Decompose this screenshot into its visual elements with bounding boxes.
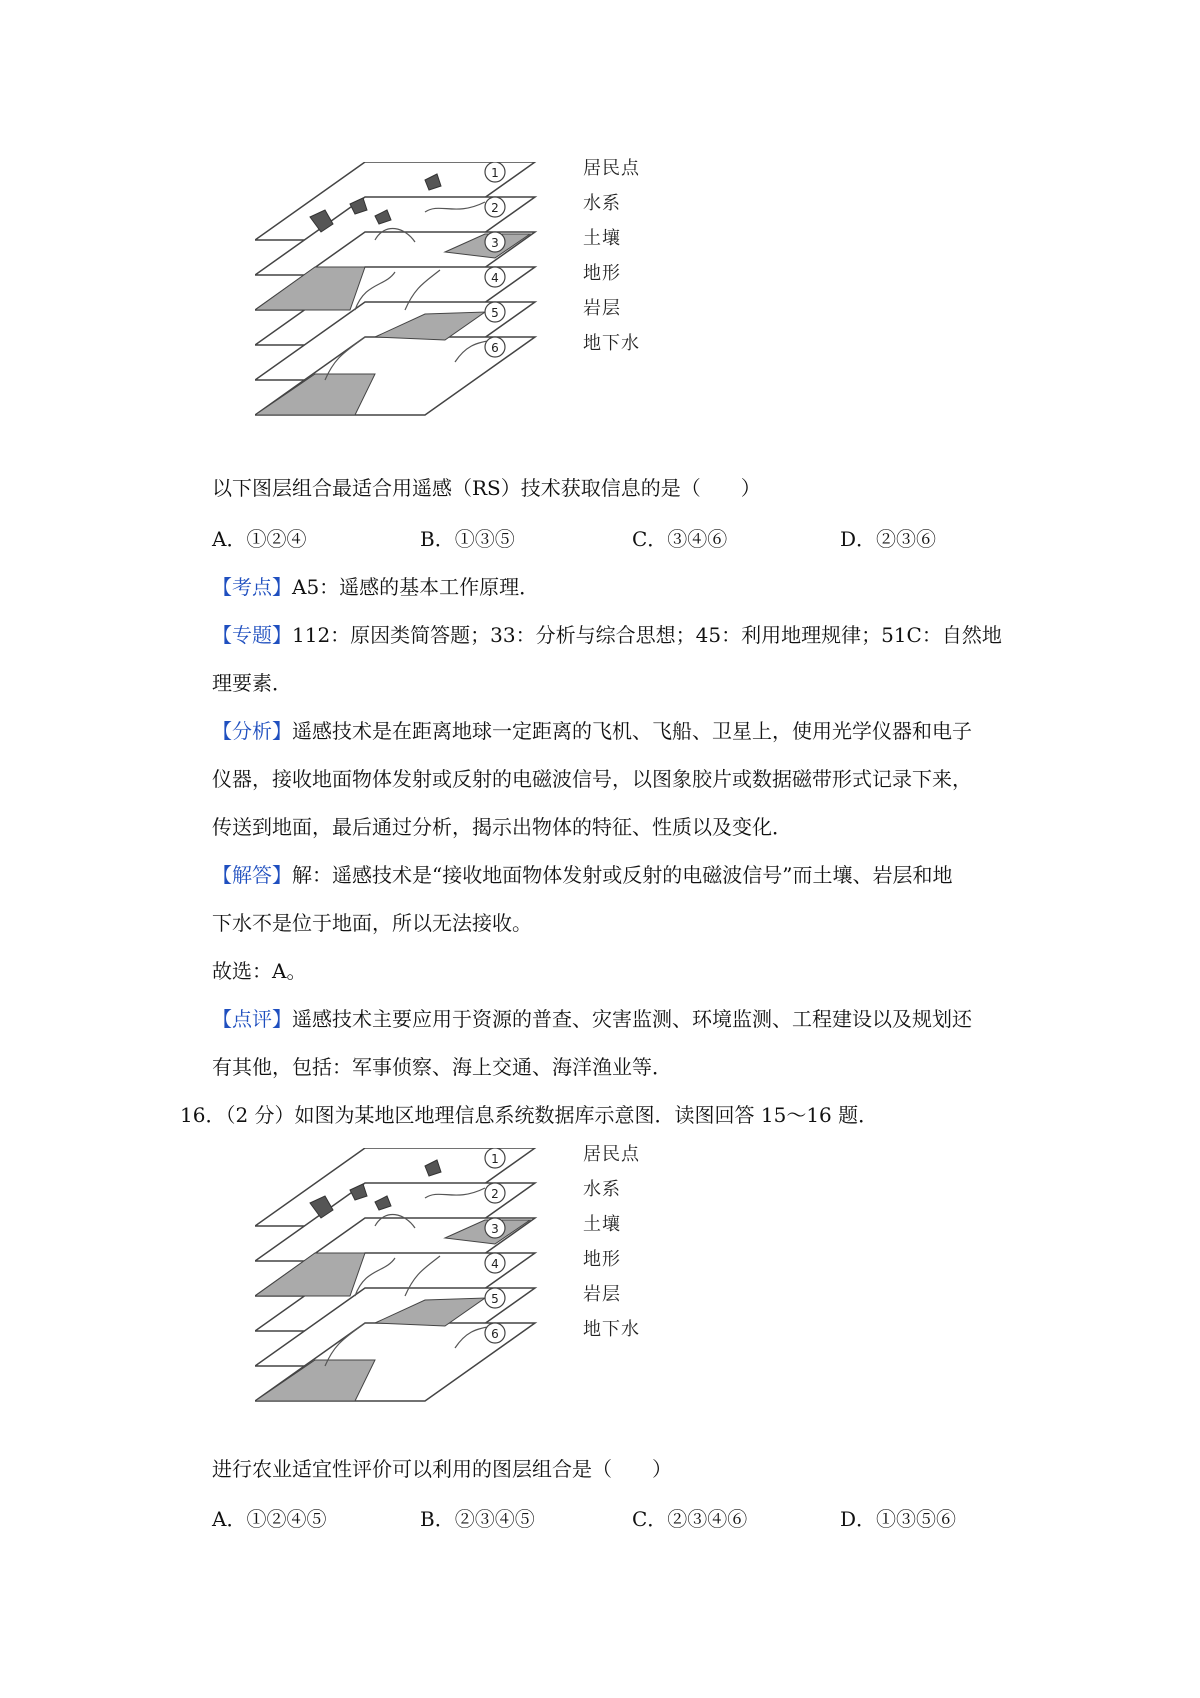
q15-option-c: C．③④⑥ xyxy=(632,527,728,551)
layer-label: 地形 xyxy=(583,1249,621,1270)
layer-number: 4 xyxy=(491,271,499,285)
layer-number: 4 xyxy=(491,1257,499,1271)
layer-number: 1 xyxy=(491,166,499,180)
layer-label: 岩层 xyxy=(583,1284,621,1305)
layer-label: 地下水 xyxy=(583,1319,640,1340)
answer-line: 故选：A。 xyxy=(212,959,307,983)
fenxi-text: 遥感技术是在距离地球一定距离的飞机、飞船、卫星上，使用光学仪器和电子 xyxy=(292,719,972,743)
q15-option-d: D．②③⑥ xyxy=(840,527,937,551)
layer-label: 土壤 xyxy=(583,1214,621,1235)
layer-number: 3 xyxy=(491,1222,499,1236)
layer-stack-graphic xyxy=(255,162,585,462)
layer-number: 3 xyxy=(491,236,499,250)
gis-layer-diagram-1 xyxy=(255,158,645,462)
q16-option-a: A．①②④⑤ xyxy=(212,1507,327,1531)
q16-option-b: B．②③④⑤ xyxy=(420,1507,535,1531)
q15-option-b: B．①③⑤ xyxy=(420,527,515,551)
layer-label: 水系 xyxy=(583,1179,621,1200)
jieda-text: 解：遥感技术是“接收地面物体发射或反射的电磁波信号”而土壤、岩层和地 xyxy=(292,863,953,887)
zhuanti-text-cont: 理要素． xyxy=(212,671,292,695)
jieda-tag: 【解答】 xyxy=(212,863,292,887)
layer-number: 1 xyxy=(491,1152,499,1166)
layer-number: 6 xyxy=(491,1327,499,1341)
q15-stem: 以下图层组合最适合用遥感（RS）技术获取信息的是（ ） xyxy=(212,476,761,500)
kaodian-text: A5：遥感的基本工作原理． xyxy=(292,575,540,599)
layer-label: 居民点 xyxy=(583,158,640,179)
kaodian-tag: 【考点】 xyxy=(212,575,292,599)
jieda-text-cont: 下水不是位于地面，所以无法接收。 xyxy=(212,911,532,935)
layer-number: 5 xyxy=(491,1292,499,1306)
layer-label: 地下水 xyxy=(583,333,640,354)
layer-label: 地形 xyxy=(583,263,621,284)
fenxi-text-cont: 仪器，接收地面物体发射或反射的电磁波信号，以图象胶片或数据磁带形式记录下来， xyxy=(212,767,972,791)
fenxi-tag: 【分析】 xyxy=(212,719,292,743)
q16-option-c: C．②③④⑥ xyxy=(632,1507,748,1531)
zhuanti-line xyxy=(212,620,1002,650)
q16-stem: 进行农业适宜性评价可以利用的图层组合是（ ） xyxy=(212,1457,672,1481)
fenxi-text-cont: 传送到地面，最后通过分析，揭示出物体的特征、性质以及变化． xyxy=(212,815,792,839)
dianping-tag: 【点评】 xyxy=(212,1007,292,1031)
layer-number: 5 xyxy=(491,306,499,320)
q15-option-a: A．①②④ xyxy=(212,527,307,551)
zhuanti-tag: 【专题】 xyxy=(212,623,292,647)
dianping-text-cont: 有其他，包括：军事侦察、海上交通、海洋渔业等． xyxy=(212,1055,672,1079)
kaodian-line xyxy=(212,572,539,602)
dianping-line xyxy=(212,1004,972,1034)
q16-option-d: D．①③⑤⑥ xyxy=(840,1507,957,1531)
layer-label: 居民点 xyxy=(583,1144,640,1165)
gis-layer-diagram-2 xyxy=(255,1144,645,1448)
layer-number: 2 xyxy=(491,201,499,215)
q16-intro: 16．（2 分）如图为某地区地理信息系统数据库示意图．读图回答 15～16 题． xyxy=(180,1103,879,1127)
zhuanti-text: 112：原因类简答题；33：分析与综合思想；45：利用地理规律；51C：自然地 xyxy=(292,623,1002,647)
layer-number: 6 xyxy=(491,341,499,355)
layer-number: 2 xyxy=(491,1187,499,1201)
layer-label: 土壤 xyxy=(583,228,621,249)
layer-stack-graphic xyxy=(255,1148,585,1448)
layer-label: 水系 xyxy=(583,193,621,214)
jieda-line xyxy=(212,860,952,890)
dianping-text: 遥感技术主要应用于资源的普查、灾害监测、环境监测、工程建设以及规划还 xyxy=(292,1007,972,1031)
fenxi-line xyxy=(212,716,972,746)
layer-label: 岩层 xyxy=(583,298,621,319)
